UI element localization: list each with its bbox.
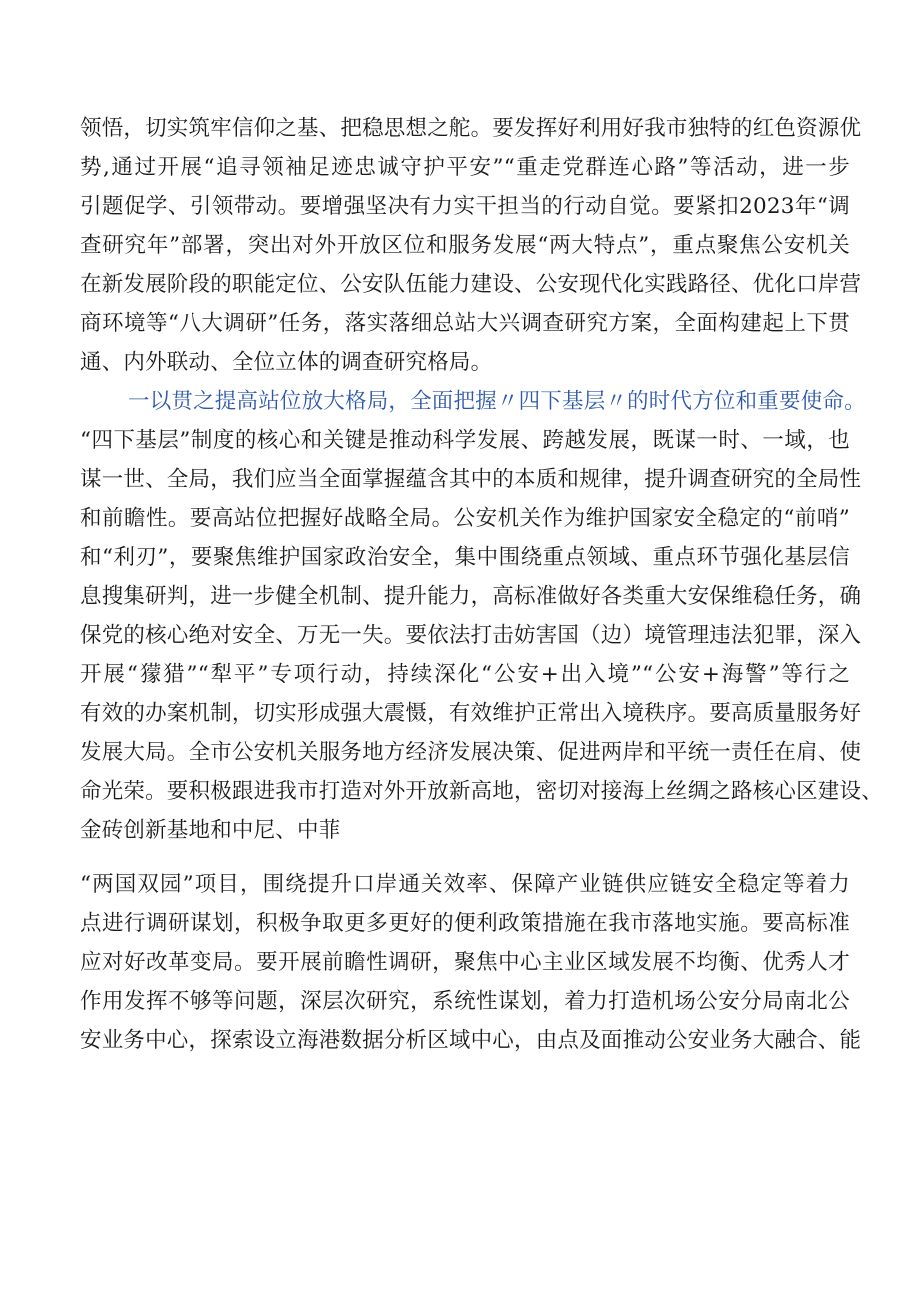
section-heading: 一以贯之提高站位放大格局，全面把握〃四下基层〃的时代方位和重要使命。 bbox=[128, 389, 866, 414]
text-line: 通、内外联动、全位立体的调查研究格局。 bbox=[80, 350, 493, 375]
text-line: 开展“獴猎”“犁平”专项行动，持续深化“公安+出入境”“公安+海警”等行之 bbox=[80, 662, 850, 687]
text-line: 命光荣。要积极跟进我市打造对外开放新高地，密切对接海上丝绸之路核心区建设、 bbox=[80, 779, 883, 804]
text-line: 有效的办案机制，切实形成强大震慑，有效维护正常出入境秩序。要高质量服务好 bbox=[80, 701, 862, 726]
text-line: 引题促学、引领带动。要增强坚决有力实干担当的行动自觉。要紧扣2023年“调 bbox=[80, 194, 850, 219]
text-line: 发展大局。全市公安机关服务地方经济发展决策、促进两岸和平统一责任在肩、使 bbox=[80, 740, 862, 765]
text-line: “四下基层”制度的核心和关键是推动科学发展、跨越发展，既谋一时、一域，也 bbox=[80, 428, 850, 453]
text-line: 作用发挥不够等问题，深层次研究，系统性谋划，着力打造机场公安分局南北公 bbox=[80, 989, 850, 1014]
text-line: 谋一世、全局，我们应当全面掌握蕴含其中的本质和规律，提升调查研究的全局性 bbox=[80, 467, 862, 492]
text-line: 查研究年”部署，突出对外开放区位和服务发展“两大特点”，重点聚焦公安机关 bbox=[80, 233, 850, 258]
text-line: 点进行调研谋划，积极争取更多更好的便利政策措施在我市落地实施。要高标准 bbox=[80, 911, 850, 936]
text-line: “两国双园”项目，围绕提升口岸通关效率、保障产业链供应链安全稳定等着力 bbox=[80, 872, 850, 897]
text-line: 势,通过开展“追寻领袖足迹忠诚守护平安”“重走党群连心路”等活动，进一步 bbox=[80, 155, 850, 180]
text-line: 保党的核心绝对安全、万无一失。要依法打击妨害国（边）境管理违法犯罪，深入 bbox=[80, 623, 862, 648]
text-line: 领悟，切实筑牢信仰之基、把稳思想之舵。要发挥好利用好我市独特的红色资源优 bbox=[80, 116, 862, 141]
text-line: 在新发展阶段的职能定位、公安队伍能力建设、公安现代化实践路径、优化口岸营 bbox=[80, 272, 862, 297]
text-line: 息搜集研判，进一步健全机制、提升能力，高标准做好各类重大安保维稳任务，确 bbox=[80, 584, 862, 609]
text-line: 金砖创新基地和中尼、中菲 bbox=[80, 818, 341, 843]
text-line: 和“利刃”，要聚焦维护国家政治安全，集中围绕重点领域、重点环节强化基层信 bbox=[80, 545, 850, 570]
text-line: 和前瞻性。要高站位把握好战略全局。公安机关作为维护国家安全稳定的“前哨” bbox=[80, 506, 850, 531]
text-line: 应对好改革变局。要开展前瞻性调研，聚焦中心主业区域发展不均衡、优秀人才 bbox=[80, 950, 850, 975]
text-line: 商环境等“八大调研”任务，落实落细总站大兴调查研究方案，全面构建起上下贯 bbox=[80, 311, 850, 336]
text-line: 安业务中心，探索设立海港数据分析区域中心，由点及面推动公安业务大融合、能 bbox=[80, 1028, 862, 1053]
